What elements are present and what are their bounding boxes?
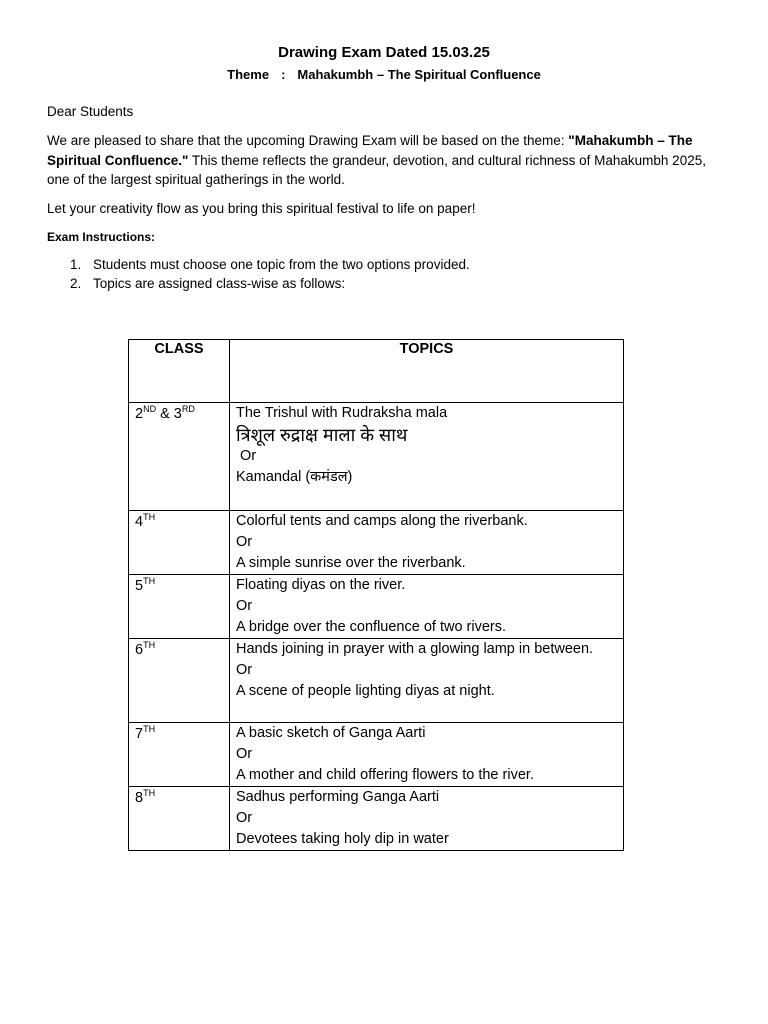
instruction-text: Topics are assigned class-wise as follows:	[93, 276, 346, 291]
class-suffix: TH	[143, 512, 156, 522]
class-cell	[129, 575, 230, 639]
class-column-header: CLASS	[129, 340, 230, 403]
theme-label: Theme	[227, 67, 270, 82]
theme-separator: :	[281, 67, 286, 82]
topic-option-1: Colorful tents and camps along the riverbank.	[236, 513, 528, 529]
instruction-number: 2.	[70, 276, 82, 291]
table-row	[129, 787, 624, 851]
table-row	[129, 511, 624, 575]
class-suffix: TH	[143, 576, 156, 586]
topic-cell	[230, 639, 624, 723]
class-suffix: TH	[143, 788, 156, 798]
topics-table	[128, 339, 624, 851]
topic-cell	[230, 511, 624, 575]
topic-option-1-hindi: त्रिशूल रुद्राक्ष माला के साथ	[236, 425, 408, 445]
class-suffix: ND	[143, 404, 157, 414]
topics-column-header: TOPICS	[230, 340, 624, 403]
topic-cell	[230, 575, 624, 639]
class-suffix: TH	[143, 640, 156, 650]
class-number: & 3	[156, 405, 182, 422]
instruction-item	[70, 274, 470, 293]
class-number: 7	[135, 725, 144, 742]
topic-cell	[230, 787, 624, 851]
class-number: 6	[135, 641, 144, 658]
intro-text-pre: We are pleased to share that the upcoming Drawing Exam will be based on the theme:	[47, 133, 569, 148]
class-cell	[129, 639, 230, 723]
intro-paragraph	[47, 131, 727, 190]
instructions-heading: Exam Instructions:	[47, 230, 156, 244]
table-row	[129, 639, 624, 723]
topic-option-1: Sadhus performing Ganga Aarti	[236, 789, 440, 805]
table-row	[129, 723, 624, 787]
creativity-paragraph: Let your creativity flow as you bring this spiritual festival to life on paper!	[47, 201, 476, 216]
topic-option-2: A mother and child offering flowers to the river.	[236, 767, 534, 783]
or-separator: Or	[236, 746, 253, 762]
class-number: 4	[135, 513, 144, 530]
instructions-list	[70, 255, 470, 293]
or-separator: Or	[236, 810, 253, 826]
topic-option-2: A bridge over the confluence of two rivers.	[236, 619, 507, 635]
document-title: Drawing Exam Dated 15.03.25	[278, 44, 490, 61]
class-number: 2	[135, 405, 144, 422]
greeting: Dear Students	[47, 104, 134, 119]
class-suffix: RD	[181, 404, 195, 414]
class-cell	[129, 511, 230, 575]
topic-option-1: Hands joining in prayer with a glowing lamp in between.	[236, 641, 594, 657]
table-header-row	[129, 340, 624, 403]
or-separator: Or	[236, 534, 253, 550]
instruction-text: Students must choose one topic from the two options provided.	[93, 257, 470, 272]
class-cell	[129, 403, 230, 511]
topic-option-2: Devotees taking holy dip in water	[236, 831, 449, 847]
topic-option-2: Kamandal (कमंडल)	[236, 469, 353, 485]
topic-option-1: Floating diyas on the river.	[236, 577, 406, 593]
table-row	[129, 403, 624, 511]
intro-theme-bold: "Mahakumbh – The Spiritual Confluence."	[47, 133, 693, 168]
or-separator: Or	[236, 662, 253, 678]
topic-option-1: A basic sketch of Ganga Aarti	[236, 725, 426, 741]
class-number: 8	[135, 789, 144, 806]
instruction-number: 1.	[70, 257, 82, 272]
or-separator: Or	[240, 448, 257, 464]
theme-value: Mahakumbh – The Spiritual Confluence	[297, 67, 541, 82]
theme-line	[0, 67, 768, 82]
class-number: 5	[135, 577, 144, 594]
class-cell	[129, 787, 230, 851]
topic-cell	[230, 723, 624, 787]
topic-option-2: A scene of people lighting diyas at night.	[236, 683, 495, 699]
class-suffix: TH	[143, 724, 156, 734]
topic-option-2: A simple sunrise over the riverbank.	[236, 555, 466, 571]
topic-option-1: The Trishul with Rudraksha mala	[236, 405, 448, 421]
or-separator: Or	[236, 598, 253, 614]
class-cell	[129, 723, 230, 787]
topic-cell	[230, 403, 624, 511]
table-row	[129, 575, 624, 639]
instruction-item	[70, 255, 470, 274]
intro-text-post: This theme reflects the grandeur, devotion, and cultural richness of Mahakumbh 2025, one of the largest spiritual gatherings in the world.	[47, 152, 706, 187]
